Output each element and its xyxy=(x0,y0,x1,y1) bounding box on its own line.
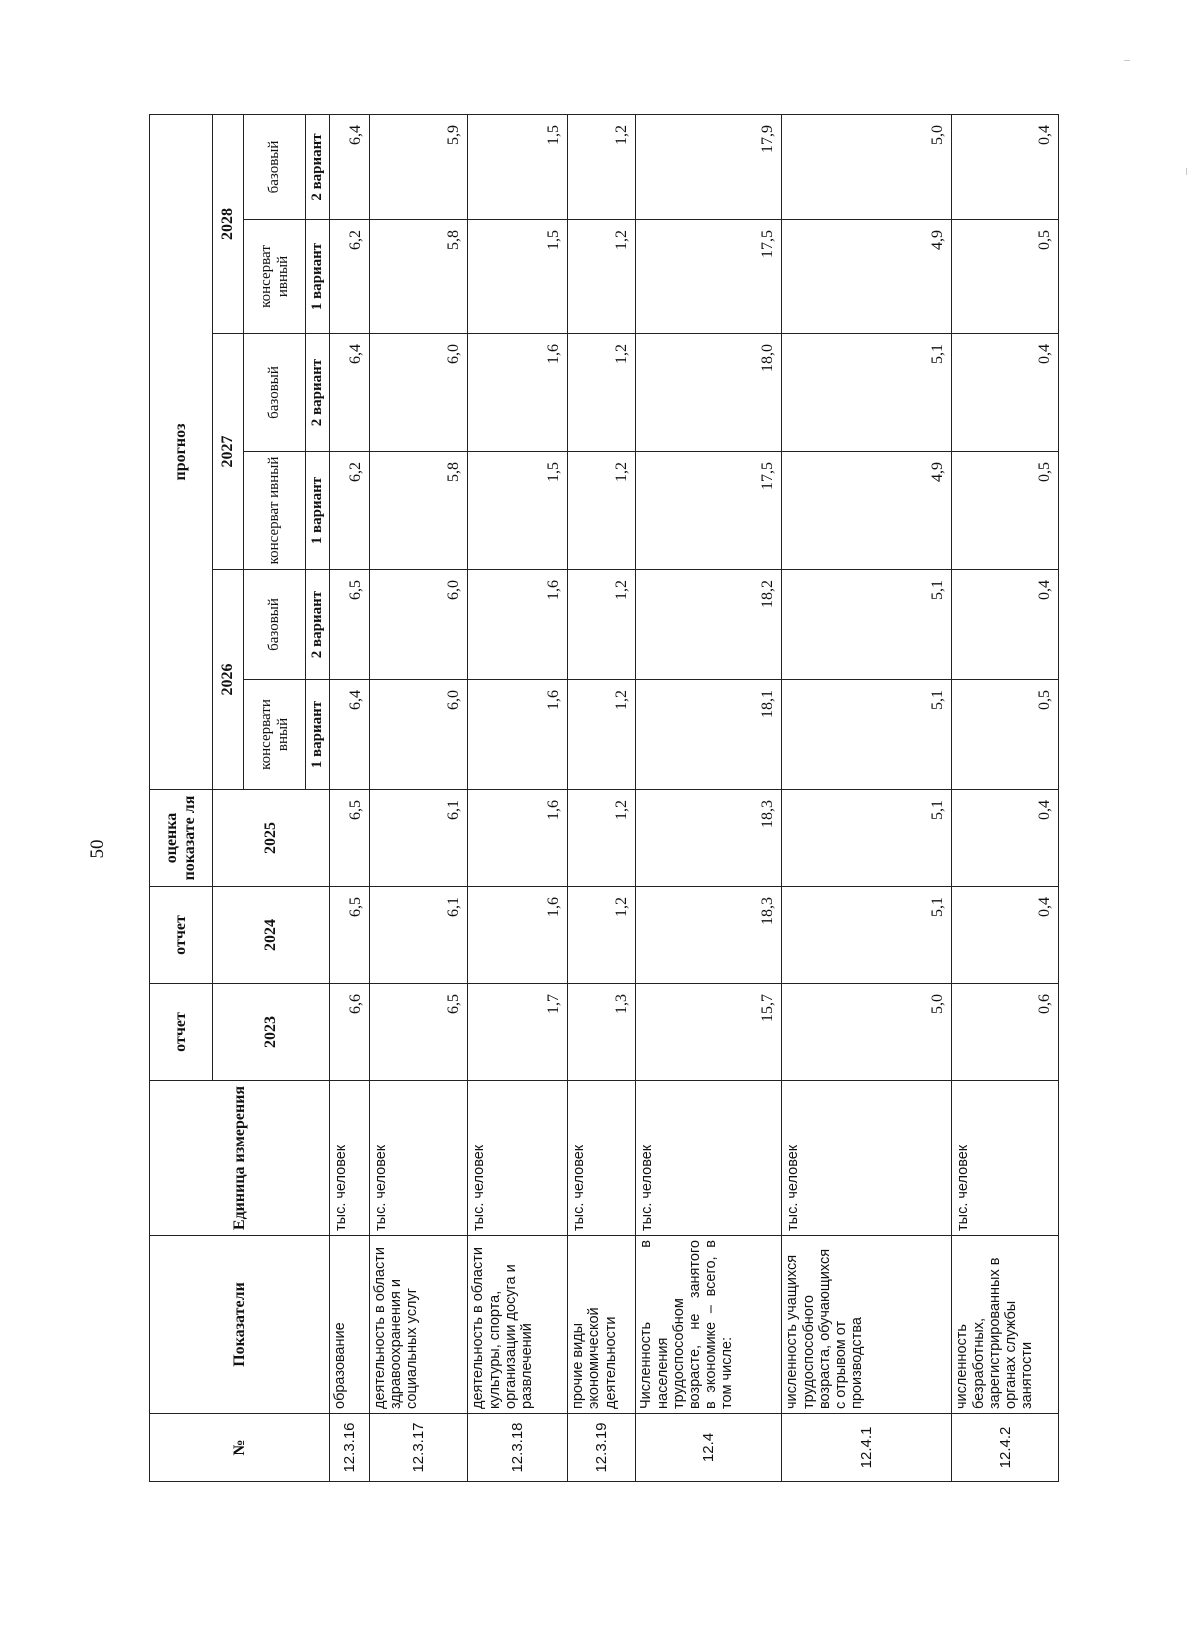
value-cell: 0,5 xyxy=(952,220,1059,334)
unit-cell: тыс. человек xyxy=(782,1081,952,1236)
variant-2-2028: 2 вариант xyxy=(306,114,330,219)
scenario-base-2026: базовый xyxy=(244,570,306,680)
value-cell: 6,4 xyxy=(330,114,370,219)
value-cell: 0,4 xyxy=(952,570,1059,680)
variant-1-2027: 1 вариант xyxy=(306,452,330,570)
forecast-table-rotated xyxy=(149,115,1059,1482)
col-indicator-header: Показатели xyxy=(150,1236,330,1414)
value-cell: 18,3 xyxy=(636,790,782,887)
row-number: 12.3.17 xyxy=(369,1414,468,1482)
row-number: 12.3.19 xyxy=(568,1414,636,1482)
value-cell: 6,1 xyxy=(369,887,468,984)
value-cell: 6,4 xyxy=(330,334,370,452)
scan-mark xyxy=(1186,168,1187,175)
value-cell: 1,5 xyxy=(468,220,568,334)
year-2024: 2024 xyxy=(213,887,330,984)
scenario-conservative-2028: консерват ивный xyxy=(244,220,306,334)
variant-1-2028: 1 вариант xyxy=(306,220,330,334)
estimate-label: оценка показате ля xyxy=(150,790,213,887)
row-number: 12.3.16 xyxy=(330,1414,370,1482)
scenario-base-2028: базовый xyxy=(244,114,306,219)
table-row xyxy=(369,114,468,1481)
report-label-2023: отчет xyxy=(150,984,213,1081)
table-row xyxy=(952,114,1059,1481)
value-cell: 5,1 xyxy=(782,334,952,452)
value-cell: 6,2 xyxy=(330,452,370,570)
col-unit-header: Единица измерения xyxy=(150,1081,330,1236)
indicator-name: образование xyxy=(330,1236,370,1414)
unit-cell: тыс. человек xyxy=(468,1081,568,1236)
value-cell: 6,1 xyxy=(369,790,468,887)
indicator-name: деятельность в области здравоохранения и социальных услуг xyxy=(369,1236,468,1414)
table-row xyxy=(636,114,782,1481)
indicator-name-line: трудоспособном xyxy=(670,1298,687,1409)
table-row xyxy=(468,114,568,1481)
value-cell: 5,8 xyxy=(369,452,468,570)
unit-cell: тыс. человек xyxy=(568,1081,636,1236)
indicator-name: численность учащихся трудоспособного возраста, обучающихся с отрывом от производства xyxy=(782,1236,952,1414)
indicator-name-line: том числе: xyxy=(719,1337,736,1409)
value-cell: 1,5 xyxy=(468,114,568,219)
value-cell: 0,5 xyxy=(952,680,1059,790)
value-cell: 18,0 xyxy=(636,334,782,452)
unit-cell: тыс. человек xyxy=(369,1081,468,1236)
value-cell: 1,6 xyxy=(468,680,568,790)
forecast-table xyxy=(149,114,1059,1482)
value-cell: 5,1 xyxy=(782,680,952,790)
col-no-header: № xyxy=(150,1414,330,1482)
value-cell: 5,8 xyxy=(369,220,468,334)
value-cell: 4,9 xyxy=(782,220,952,334)
value-cell: 5,0 xyxy=(782,984,952,1081)
value-cell: 1,2 xyxy=(568,334,636,452)
value-cell: 1,2 xyxy=(568,114,636,219)
value-cell: 6,5 xyxy=(330,790,370,887)
value-cell: 6,0 xyxy=(369,570,468,680)
value-cell: 5,0 xyxy=(782,114,952,219)
year-2026: 2026 xyxy=(213,570,244,790)
value-cell: 0,5 xyxy=(952,452,1059,570)
page-number: 50 xyxy=(87,839,108,859)
value-cell: 0,4 xyxy=(952,334,1059,452)
row-number: 12.3.18 xyxy=(468,1414,568,1482)
indicator-name-line: населения xyxy=(654,1337,671,1409)
value-cell: 6,5 xyxy=(369,984,468,1081)
value-cell: 0,4 xyxy=(952,887,1059,984)
indicator-name-line: Численность в xyxy=(638,1240,655,1409)
variant-1-2026: 1 вариант xyxy=(306,680,330,790)
value-cell: 5,1 xyxy=(782,790,952,887)
value-cell: 6,0 xyxy=(369,680,468,790)
value-cell: 1,5 xyxy=(468,452,568,570)
year-2023: 2023 xyxy=(213,984,330,1081)
value-cell: 1,2 xyxy=(568,680,636,790)
value-cell: 1,6 xyxy=(468,334,568,452)
value-cell: 1,7 xyxy=(468,984,568,1081)
value-cell: 17,5 xyxy=(636,220,782,334)
value-cell: 18,2 xyxy=(636,570,782,680)
row-number: 12.4.2 xyxy=(952,1414,1059,1482)
indicator-name-line: в экономике – всего, в xyxy=(703,1240,720,1409)
value-cell: 1,2 xyxy=(568,570,636,680)
unit-cell: тыс. человек xyxy=(636,1081,782,1236)
value-cell: 18,3 xyxy=(636,887,782,984)
unit-cell: тыс. человек xyxy=(330,1081,370,1236)
value-cell: 5,9 xyxy=(369,114,468,219)
value-cell: 6,5 xyxy=(330,887,370,984)
value-cell: 6,4 xyxy=(330,680,370,790)
indicator-name: прочие виды экономической деятельности xyxy=(568,1236,636,1414)
scenario-conservative-2027: консерват ивный xyxy=(244,452,306,570)
year-2025: 2025 xyxy=(213,790,330,887)
variant-2-2026: 2 вариант xyxy=(306,570,330,680)
value-cell: 1,2 xyxy=(568,887,636,984)
value-cell: 1,6 xyxy=(468,570,568,680)
indicator-name: деятельность в области культуры, спорта, организации досуга и развлечений xyxy=(468,1236,568,1414)
value-cell: 0,4 xyxy=(952,790,1059,887)
value-cell: 6,2 xyxy=(330,220,370,334)
unit-cell: тыс. человек xyxy=(952,1081,1059,1236)
value-cell: 1,6 xyxy=(468,887,568,984)
value-cell: 1,2 xyxy=(568,452,636,570)
scan-mark xyxy=(1124,60,1130,61)
value-cell: 1,2 xyxy=(568,220,636,334)
report-label-2024: отчет xyxy=(150,887,213,984)
value-cell: 17,5 xyxy=(636,452,782,570)
table-row xyxy=(782,114,952,1481)
value-cell: 6,0 xyxy=(369,334,468,452)
value-cell: 1,6 xyxy=(468,790,568,887)
indicator-name: численность безработных, зарегистрированных в органах службы занятости xyxy=(952,1236,1059,1414)
indicator-name xyxy=(636,1236,782,1414)
value-cell: 1,2 xyxy=(568,790,636,887)
value-cell: 0,4 xyxy=(952,114,1059,219)
value-cell: 5,1 xyxy=(782,887,952,984)
value-cell: 15,7 xyxy=(636,984,782,1081)
value-cell: 6,5 xyxy=(330,570,370,680)
value-cell: 4,9 xyxy=(782,452,952,570)
scenario-base-2027: базовый xyxy=(244,334,306,452)
table-row xyxy=(330,114,370,1481)
value-cell: 5,1 xyxy=(782,570,952,680)
scenario-conservative-2026: консервати вный xyxy=(244,680,306,790)
forecast-label: прогноз xyxy=(150,114,213,789)
indicator-name-line: возрасте, не занятого xyxy=(686,1240,703,1409)
value-cell: 6,6 xyxy=(330,984,370,1081)
row-number: 12.4.1 xyxy=(782,1414,952,1482)
value-cell: 18,1 xyxy=(636,680,782,790)
year-2027: 2027 xyxy=(213,334,244,570)
year-2028: 2028 xyxy=(213,114,244,333)
value-cell: 0,6 xyxy=(952,984,1059,1081)
row-number: 12.4 xyxy=(636,1414,782,1482)
value-cell: 17,9 xyxy=(636,114,782,219)
value-cell: 1,3 xyxy=(568,984,636,1081)
table-row xyxy=(568,114,636,1481)
variant-2-2027: 2 вариант xyxy=(306,334,330,452)
